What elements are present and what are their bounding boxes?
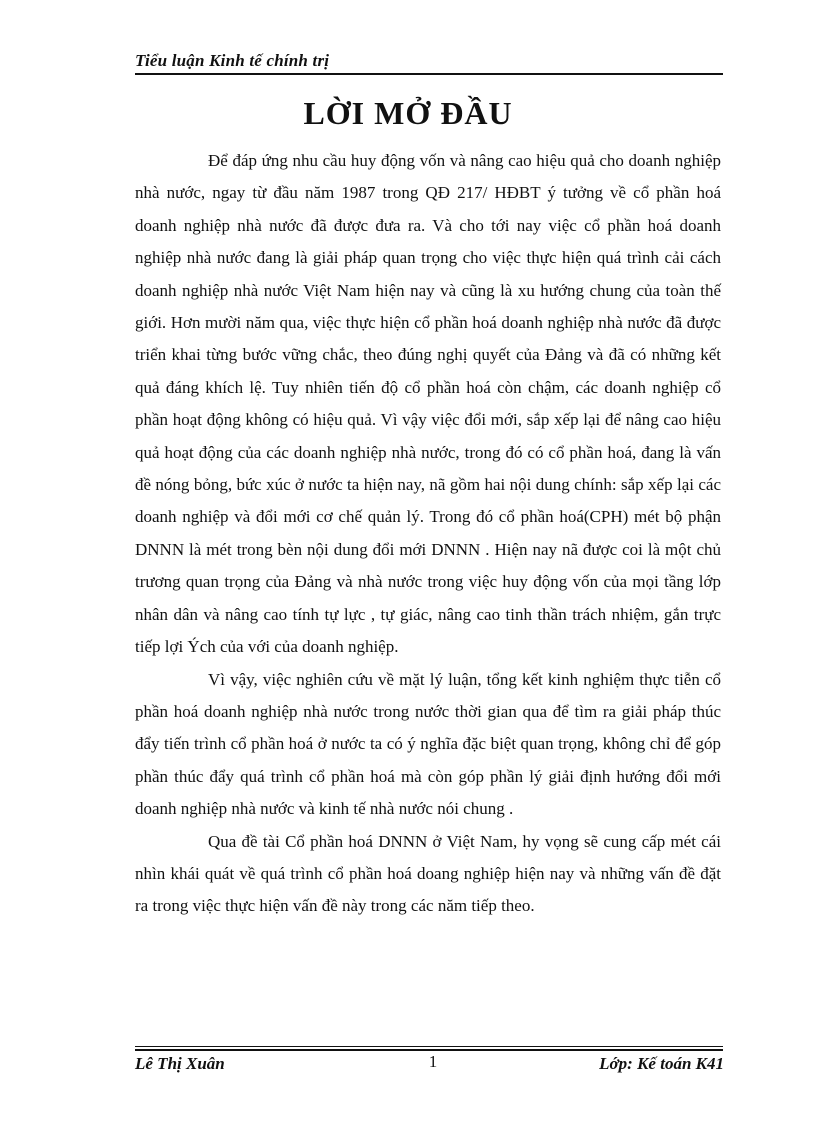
page-header bbox=[135, 49, 723, 75]
paragraph-1: Để đáp ứng nhu cầu huy động vốn và nâng cao hiệu quả cho doanh nghiệp nhà nước, ngay từ đầu năm 1987 trong QĐ 217/ HĐBT ý tưởng về cổ phần hoá doanh nghiệp nhà nước đã được đưa ra. Và cho tới nay việc cổ phần hoá doanh nghiệp nhà nước đang là giải pháp quan trọng cho việc thực hiện quá trình cải cách doanh nghiệp nhà nước Việt Nam hiện nay và cũng là xu hướng chung của toàn thế giới. Hơn mười năm qua, việc thực hiện cổ phần hoá doanh nghiệp nhà nước đã được triển khai từng bước vững chắc, theo đúng nghị quyết của Đảng và đã có những kết quả đáng khích lệ. Tuy nhiên tiến độ cổ phần hoá còn chậm, các doanh nghiệp cổ phần hoạt động không có hiệu quả. Vì vậy việc đổi mới, sắp xếp lại để nâng cao hiệu quả hoạt động của các doanh nghiệp nhà nước, trong đó có cổ phần hoá, đang là vấn đề nóng bỏng, bức xúc ở nước ta hiện nay, nã gồm hai nội dung chính: sắp xếp lại các doanh nghiệp và đổi mới cơ chế quản lý. Trong đó cổ phần hoá(CPH) mét bộ phận DNNN là mét trong bèn nội dung đổi mới DNNN . Hiện nay nã được coi là một chủ trương quan trọng của Đảng và nhà nước trong việc huy động vốn của mọi tầng lớp nhân dân và nâng cao tính tự lực , tự giác, nâng cao tinh thần trách nhiệm, gắn trực tiếp lợi Ých của với của doanh nghiệp. bbox=[135, 151, 721, 657]
paragraph-3: Qua đề tài Cổ phần hoá DNNN ở Việt Nam, hy vọng sẽ cung cấp mét cái nhìn khái quát về quá trình cổ phần hoá doang nghiệp hiện nay và những vấn đề đặt ra trong việc thực hiện vấn đề này trong các năm tiếp theo. bbox=[135, 831, 721, 916]
footer-divider bbox=[135, 1046, 723, 1047]
page-number: 1 bbox=[428, 1052, 438, 1071]
header-title: Tiểu luận Kinh tế chính trị bbox=[135, 51, 330, 70]
footer-divider-thick bbox=[135, 1049, 723, 1051]
paragraph-2: Vì vậy, việc nghiên cứu về mặt lý luận, tổng kết kinh nghiệm thực tiễn cổ phần hoá doanh nghiệp nhà nước trong nước thời gian qua để tìm ra giải pháp thúc đẩy tiến trình cổ phần hoá ở nước ta có ý nghĩa đặc biệt quan trọng, không chỉ để góp phần thúc đẩy quá trình cổ phần hoá mà còn góp phần lý giải định hướng đổi mới doanh nghiệp nhà nước và kinh tế nhà nước nói chung . bbox=[135, 669, 721, 819]
document-heading: LỜI MỞ ĐẦU bbox=[303, 95, 513, 131]
document-body bbox=[135, 145, 721, 923]
footer-author: Lê Thị Xuân bbox=[135, 1054, 225, 1073]
footer-class-label: Lớp: Kế toán K41 bbox=[599, 1054, 724, 1073]
